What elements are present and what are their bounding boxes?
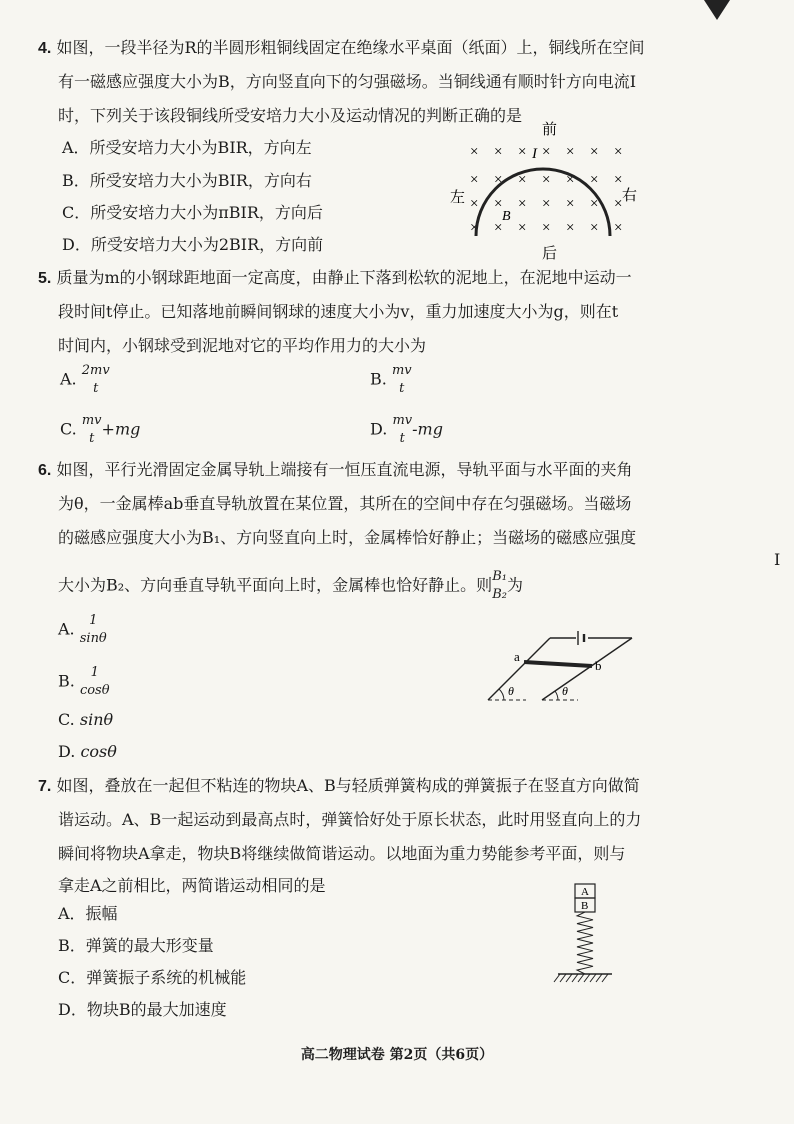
field-cross: × <box>494 196 503 212</box>
q4-label-front: 前 <box>542 122 558 138</box>
rod-end-b: b <box>595 658 602 673</box>
hatch-line <box>590 974 596 982</box>
field-cross: × <box>566 196 575 212</box>
hatch-line <box>572 974 578 982</box>
field-cross: × <box>542 144 551 160</box>
q5-option-d[interactable]: D. mv t -mg <box>370 413 443 446</box>
hatch-line <box>566 974 572 982</box>
q7-line-3: 瞬间将物块A拿走，物块B将继续做简谐运动。以地面为重力势能参考平面，则与 <box>58 844 626 863</box>
field-cross: × <box>590 172 599 188</box>
q6-option-d[interactable]: D. cosθ <box>58 742 117 761</box>
field-cross: × <box>566 172 575 188</box>
field-cross: × <box>542 220 551 236</box>
field-cross: × <box>518 196 527 212</box>
field-cross: × <box>614 172 623 188</box>
hatch-line <box>560 974 566 982</box>
q5-line-2: 段时间t停止。已知落地前瞬间钢球的速度大小为v，重力加速度大小为g，则在t <box>58 302 619 321</box>
q5-a-fraction: 2mv t <box>81 363 110 396</box>
page-footer: 高二物理试卷 第2页（共6页） <box>300 1047 494 1063</box>
field-cross: × <box>566 220 575 236</box>
field-cross: × <box>518 172 527 188</box>
hatch-line <box>554 974 560 982</box>
right-rail <box>542 638 632 700</box>
q4-line-2: 有一磁感应强度大小为B，方向竖直向下的匀强磁场。当铜线通有顺时针方向电流I <box>58 72 637 91</box>
edge-mark: I <box>774 550 781 569</box>
field-cross: × <box>470 172 479 188</box>
q6-ratio-fraction: B₁ B₂ <box>492 569 507 602</box>
field-cross: × <box>470 144 479 160</box>
hatch-line <box>602 974 608 982</box>
angle-theta-right: θ <box>562 684 568 698</box>
metal-rod-ab <box>524 662 592 666</box>
q4-figure-semicircle-field <box>440 118 650 266</box>
ground-hatching <box>554 974 608 982</box>
q6-option-a[interactable]: A. 1 sinθ <box>58 613 107 646</box>
q4-line-3: 时，下列关于该段铜线所受安培力大小及运动情况的判断正确的是 <box>58 106 523 125</box>
hatch-line <box>584 974 590 982</box>
q4-line-1: 4. 如图，一段半径为R的半圆形粗铜线固定在绝缘水平桌面（纸面）上，铜线所在空间 <box>38 38 645 57</box>
hatch-line <box>578 974 584 982</box>
q4-current-label: I <box>532 146 537 162</box>
hatch-line <box>596 974 602 982</box>
q5-c-fraction: mv t <box>81 413 102 446</box>
q7-option-a[interactable]: A．振幅 <box>58 904 118 923</box>
q4-label-right: 右 <box>622 188 638 204</box>
block-b-label: B <box>581 900 589 912</box>
left-rail <box>488 638 550 700</box>
q4-label-left: 左 <box>450 190 466 206</box>
field-cross: × <box>494 172 503 188</box>
page-corner-mark <box>704 0 730 20</box>
q6-line-2: 为θ，一金属棒ab垂直导轨放置在某位置，其所在的空间中存在匀强磁场。当磁场 <box>58 494 632 513</box>
q4-option-b[interactable]: B．所受安培力大小为BIR，方向右 <box>62 171 312 190</box>
field-cross: × <box>614 144 623 160</box>
field-cross: × <box>470 220 479 236</box>
field-cross: × <box>590 220 599 236</box>
q5-option-a[interactable]: A. 2mv t <box>60 363 110 396</box>
q5-option-c[interactable]: C. mv t +mg <box>60 413 141 446</box>
field-cross: × <box>518 220 527 236</box>
field-cross: × <box>494 144 503 160</box>
field-cross: × <box>566 144 575 160</box>
q6-line-4: 大小为B₂、方向垂直导轨平面向上时，金属棒也恰好静止。则 B₁ B₂ 为 <box>58 569 523 602</box>
field-cross: × <box>614 220 623 236</box>
q7-option-c[interactable]: C．弹簧振子系统的机械能 <box>58 968 247 987</box>
q7-line-2: 谐运动。A、B一起运动到最高点时，弹簧恰好处于原长状态，此时用竖直向上的力 <box>58 810 642 829</box>
q7-option-b[interactable]: B．弹簧的最大形变量 <box>58 936 214 955</box>
q6-line-1: 6. 如图，平行光滑固定金属导轨上端接有一恒压直流电源，导轨平面与水平面的夹角 <box>38 460 633 479</box>
field-cross: × <box>590 144 599 160</box>
q5-b-fraction: mv t <box>391 363 412 396</box>
q5-line-1: 5. 质量为m的小钢球距地面一定高度，由静止下落到松软的泥地上，在泥地中运动一 <box>38 268 632 287</box>
q6-a-fraction: 1 sinθ <box>79 613 107 646</box>
field-cross: × <box>590 196 599 212</box>
field-cross: × <box>494 220 503 236</box>
field-cross: × <box>542 172 551 188</box>
q7-option-d[interactable]: D．物块B的最大加速度 <box>58 1000 227 1019</box>
field-cross: × <box>614 196 623 212</box>
q5-option-b[interactable]: B. mv t <box>370 363 412 396</box>
q4-option-d[interactable]: D．所受安培力大小为2BIR，方向前 <box>62 235 324 254</box>
q4-option-c[interactable]: C．所受安培力大小为πBIR，方向后 <box>62 203 323 222</box>
q6-line-3: 的磁感应强度大小为B₁、方向竖直向上时，金属棒恰好静止；当磁场的磁感应强度 <box>58 528 637 547</box>
q6-option-c[interactable]: C. sinθ <box>58 710 114 729</box>
q7-line-4: 拿走A之前相比，两简谐运动相同的是 <box>58 876 326 895</box>
q6-figure-inclined-rails <box>480 628 640 710</box>
field-cross: × <box>518 144 527 160</box>
q6-option-b[interactable]: B. 1 cosθ <box>58 665 110 698</box>
q5-d-fraction: mv t <box>392 413 413 446</box>
rod-end-a: a <box>514 649 520 664</box>
spring <box>577 912 593 974</box>
field-cross: × <box>470 196 479 212</box>
angle-theta-left: θ <box>508 684 514 698</box>
block-a-label: A <box>581 886 589 898</box>
q7-figure-spring-oscillator <box>550 876 620 992</box>
q4-option-a[interactable]: A．所受安培力大小为BIR，方向左 <box>62 138 312 157</box>
q4-label-back: 后 <box>542 246 558 262</box>
field-cross: × <box>542 196 551 212</box>
q5-line-3: 时间内，小钢球受到泥地对它的平均作用力的大小为 <box>58 336 427 355</box>
q4-field-label: B <box>502 209 511 224</box>
q7-line-1: 7. 如图，叠放在一起但不粘连的物块A、B与轻质弹簧构成的弹簧振子在竖直方向做简 <box>38 776 640 795</box>
q6-b-fraction: 1 cosθ <box>79 665 110 698</box>
